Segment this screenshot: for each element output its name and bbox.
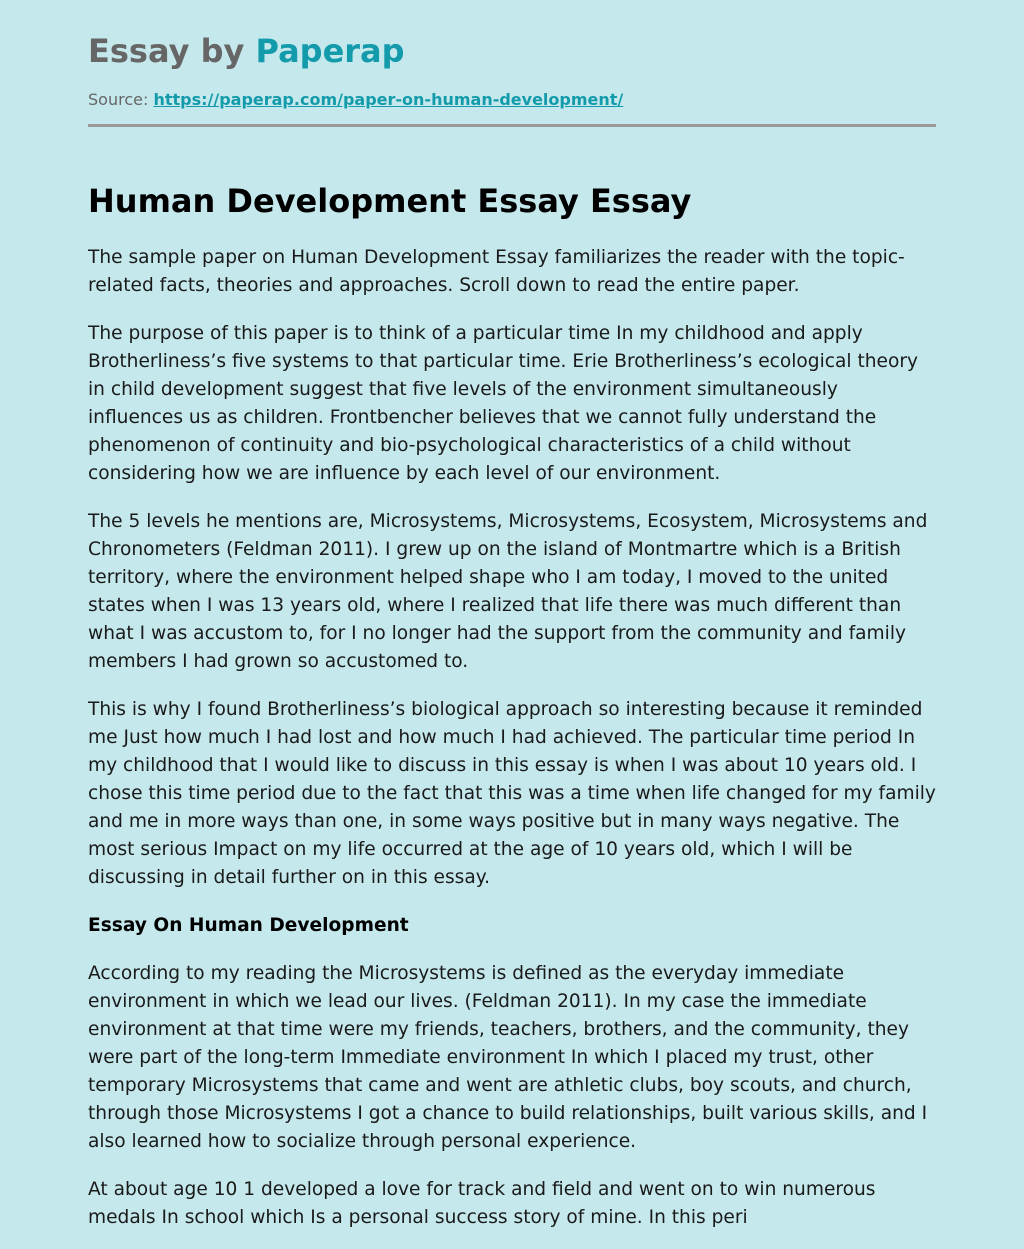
article-title: Human Development Essay Essay [88, 182, 692, 220]
paragraph-levels: The 5 levels he mentions are, Microsystems, Microsystems, Ecosystem, Microsystems and Chronometers (Feldman 2011). I grew up on the island of Montmartre which is a British territory, where the environment helped shape who I am today, I moved to the united states when I was 13 years old, where I realized that life there was much different than what I was accustom to, for I no longer had the support from the community and family members I had grown so accustomed to. [88, 511, 928, 672]
site-header [88, 32, 936, 110]
header-divider [88, 124, 936, 127]
paragraph-approach: This is why I found Brotherliness’s biological approach so interesting because it reminded me Just how much I had lost and how much I had achieved. The particular time period In my childhood that I would like to discuss in this essay is when I was about 10 years old. I chose this time period due to the fact that this was a time when life changed for my family and me in more ways than one, in some ways positive but in many ways negative. The most serious Impact on my life occurred at the age of 10 years old, which I will be discussing in detail further on in this essay. [88, 699, 936, 888]
source-line [88, 90, 936, 110]
source-label: Source: [88, 90, 149, 109]
source-link[interactable]: https://paperap.com/paper-on-human-development/ [153, 90, 624, 109]
paragraph-track-field: At about age 10 1 developed a love for track and field and went on to win numerous medals In school which Is a personal success story of mine. In this peri [88, 1179, 876, 1228]
paragraph-intro: The sample paper on Human Development Essay familiarizes the reader with the topic-related facts, theories and approaches. Scroll down to read the entire paper. [88, 247, 905, 296]
article-body [88, 180, 938, 1249]
paragraph-microsystems: According to my reading the Microsystems is defined as the everyday immediate environment in which we lead our lives. (Feldman 2011). In my case the immediate environment at that time were my friends, teachers, brothers, and the community, they were part of the long-term Immediate environment In which I placed my trust, other temporary Microsystems that came and went are athletic clubs, boy scouts, and church, through those Microsystems I got a chance to build relationships, built various skills, and I also learned how to socialize through personal experience. [88, 963, 928, 1152]
brand-prefix: Essay by [88, 32, 256, 70]
article-subheading: Essay On Human Development [88, 915, 409, 936]
paragraph-purpose: The purpose of this paper is to think of a particular time In my childhood and apply Brotherliness’s five systems to that particular time. Erie Brotherliness’s ecological theory in child development suggest that five levels of the environment simultaneously influences us as children. Frontbencher believes that we cannot fully understand the phenomenon of continuity and bio-psychological characteristics of a child without considering how we are influence by each level of our environment. [88, 323, 918, 484]
brand-name: Paperap [255, 32, 405, 70]
site-brand [88, 32, 936, 70]
